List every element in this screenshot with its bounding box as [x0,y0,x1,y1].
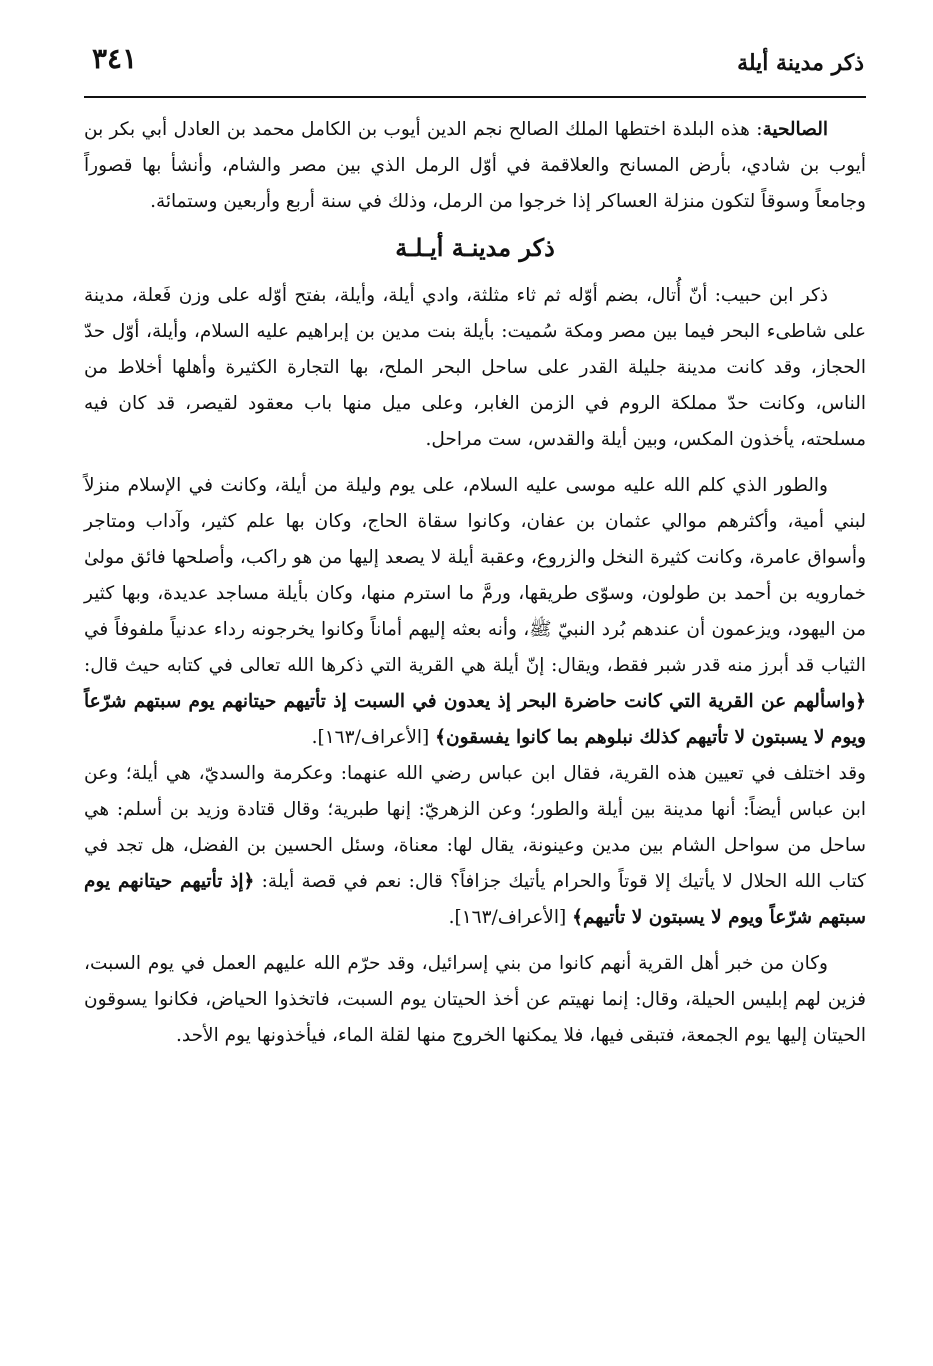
page-header [84,40,866,98]
running-title: ذكر مدينة أيلة [737,50,864,76]
paragraph-2-text: والطور الذي كلم الله عليه موسى عليه السلام، على يوم وليلة من أيلة، وكانت في الإسلام منزلاً لبني أمية، وأكثرهم موالي عثمان بن عفان، وكانوا سقاة الحاج، وكان بها علم كثير، وآداب ومتاجر وأسواق عامرة، وكانت كثيرة النخل والزروع، وعقبة أيلة لا يصعد إليها من هو راكب، وأصلحها فائق مولىٰ خمارويه بن أحمد بن طولون، وسوّى طريقها، ورمَّ ما استرم منها، وكان بأيلة مساجد عديدة، وبها كثير من اليهود، ويزعمون أن عندهم بُرد النبيّ ﷺ، وأنه بعثه إليهم أماناً وكانوا يخرجونه رداء عدنياً ملفوفاً في الثياب قد أبرز منه قدر شبر فقط، ويقال: إنّ أيلة هي القرية التي ذكرها الله تعالى في كتابه حيث قال: [84,475,866,676]
paragraph-4: وكان من خبر أهل القرية أنهم كانوا من بني إسرائيل، وقد حرّم الله عليهم العمل في يوم السبت، فزين لهم إبليس الحيلة، وقال: إنما نهيتم عن أخذ الحيتان يوم السبت، فاتخذوا الحياض، فكانوا يسوقون الحيتان إليها يوم الجمعة، فتبقى فيها، فلا يمكنها الخروج منها لقلة الماء، فيأخذونها يوم الأحد. [84,953,866,1046]
quran-verse-1: ﴿واسألهم عن القرية التي كانت حاضرة البحر إذ يعدون في السبت إذ تأتيهم حيتانهم يوم سبتهم شرّعاً ويوم لا يسبتون لا تأتيهم كذلك نبلوهم بما كانوا يفسقون﴾ [84,691,866,748]
intro-term: الصالحية [762,119,828,140]
verse-reference-1: [الأعراف/١٦٣]. [311,727,436,748]
page-body [84,112,866,1054]
intro-paragraph [84,112,866,220]
page-number: ٣٤١ [92,42,138,75]
intro-text: : هذه البلدة اختطها الملك الصالح نجم الدين أيوب بن الكامل محمد بن العادل أبي بكر بن أيوب بن شادي، بأرض المسانح والعلاقمة في أوّل الرمل الذي بين مصر والشام، وأنشأ بها قصوراً وجامعاً وسوقاً لتكون منزلة العساكر إذا خرجوا من الرمل، وذلك في سنة أربع وأربعين وستمائة. [84,119,866,212]
paragraph-1: ذكر ابن حبيب: أنّ أُتال، بضم أوّله ثم ثاء مثلثة، وادي أيلة، وأيلة، بفتح أوّله على وزن فَعلة، مدينة على شاطىء البحر فيما بين مصر ومكة سُميت: بأيلة بنت مدين بن إبراهيم عليه السلام، وأيلة، أوّل حدّ الحجاز، وقد كانت مدينة جليلة القدر على ساحل البحر الملح، بها التجارة الكثيرة وأهلها أخلاط من الناس، وكانت حدّ مملكة الروم في الزمن الغابر، وعلى ميل منها باب معقود لقيصر، قد كان فيه مسلحته، يأخذون المكس، وبين أيلة والقدس، ست مراحل. [84,285,866,450]
paragraph-3 [84,756,866,936]
section-heading: ذكر مدينـة أيـلـة [395,233,555,262]
paragraph-3-text: وقد اختلف في تعيين هذه القرية، فقال ابن عباس رضي الله عنهما: وعكرمة والسديّ، هي أيلة؛ وعن ابن عباس أيضاً: أنها مدينة بين أيلة والطور؛ وعن الزهريّ: إنها طبرية؛ وقال قتادة وزيد بن أسلم: هي ساحل من سواحل الشام بين مدين وعينونة، يقال لها: معناة، وسئل الحسين بن الفضل، هل تجد في كتاب الله الحلال لا يأتيك إلا قوتاً والحرام يأتيك جزافاً؟ قال: نعم في قصة أيلة: [84,763,866,892]
quran-verse-2: ﴿إذ تأتيهم حيتانهم يوم سبتهم شرّعاً ويوم لا يسبتون لا تأتيهم﴾ [84,871,866,928]
paragraph-2 [84,468,866,756]
verse-reference-2: [الأعراف/١٦٣]. [448,907,573,928]
